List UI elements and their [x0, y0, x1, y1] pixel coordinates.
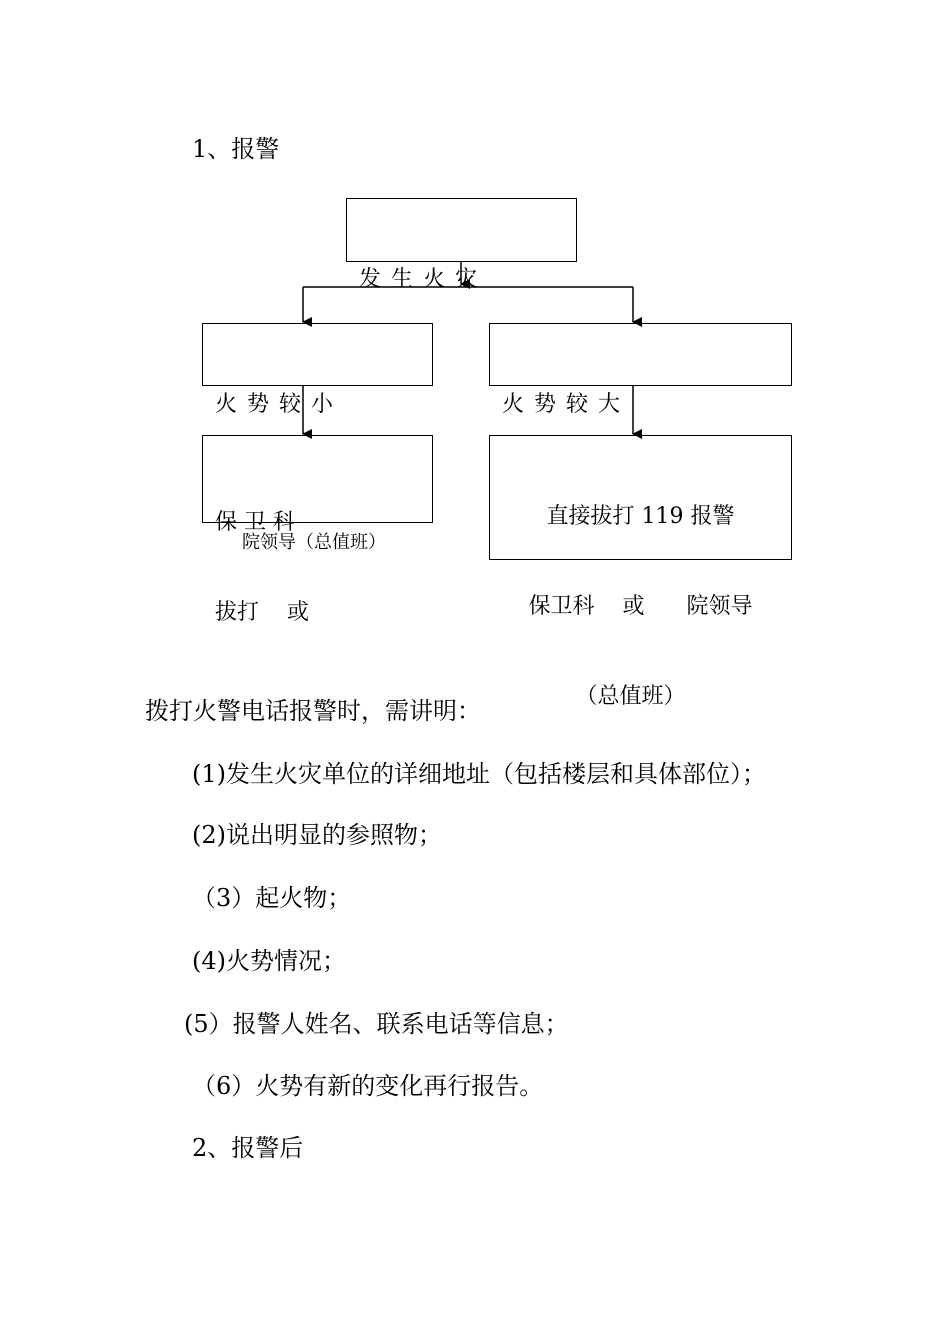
section-heading-2: 2、报警后 — [192, 1134, 304, 1162]
node-small-fire — [202, 323, 433, 417]
section-heading-1: 1、报警 — [192, 135, 280, 163]
list-item: (1)发生火灾单位的详细地址（包括楼层和具体部位）； — [192, 760, 766, 788]
node-fire-occurs — [346, 198, 577, 292]
node-large-fire-label: 火势较大 — [502, 392, 631, 417]
node-security-call-line1: 保 卫 科 — [215, 510, 295, 535]
node-dial-119 — [489, 435, 792, 709]
node-large-fire — [489, 323, 792, 417]
intro-paragraph: 拨打火警电话报警时，需讲明： — [145, 697, 481, 725]
node-small-fire-label: 火势较小 — [215, 392, 344, 417]
node-security-call-line2: 拔打 或 — [215, 600, 309, 625]
node-dial-119-line3: （总值班） — [575, 684, 686, 709]
node-fire-occurs-label: 发生火灾 — [359, 267, 488, 292]
node-dial-119-line2: 保卫科 或 院领导 — [528, 594, 753, 619]
node-dial-119-line1: 直接拔打 119 报警 — [546, 504, 735, 529]
list-item: （6）火势有新的变化再行报告。 — [192, 1072, 544, 1100]
list-item: (2)说出明显的参照物； — [192, 821, 442, 849]
list-item: (5）报警人姓名、联系电话等信息； — [184, 1010, 569, 1038]
node-security-call-caption: 院领导（总值班） — [242, 532, 386, 553]
list-item: （3）起火物； — [192, 884, 352, 912]
list-item: (4)火势情况； — [192, 947, 346, 975]
